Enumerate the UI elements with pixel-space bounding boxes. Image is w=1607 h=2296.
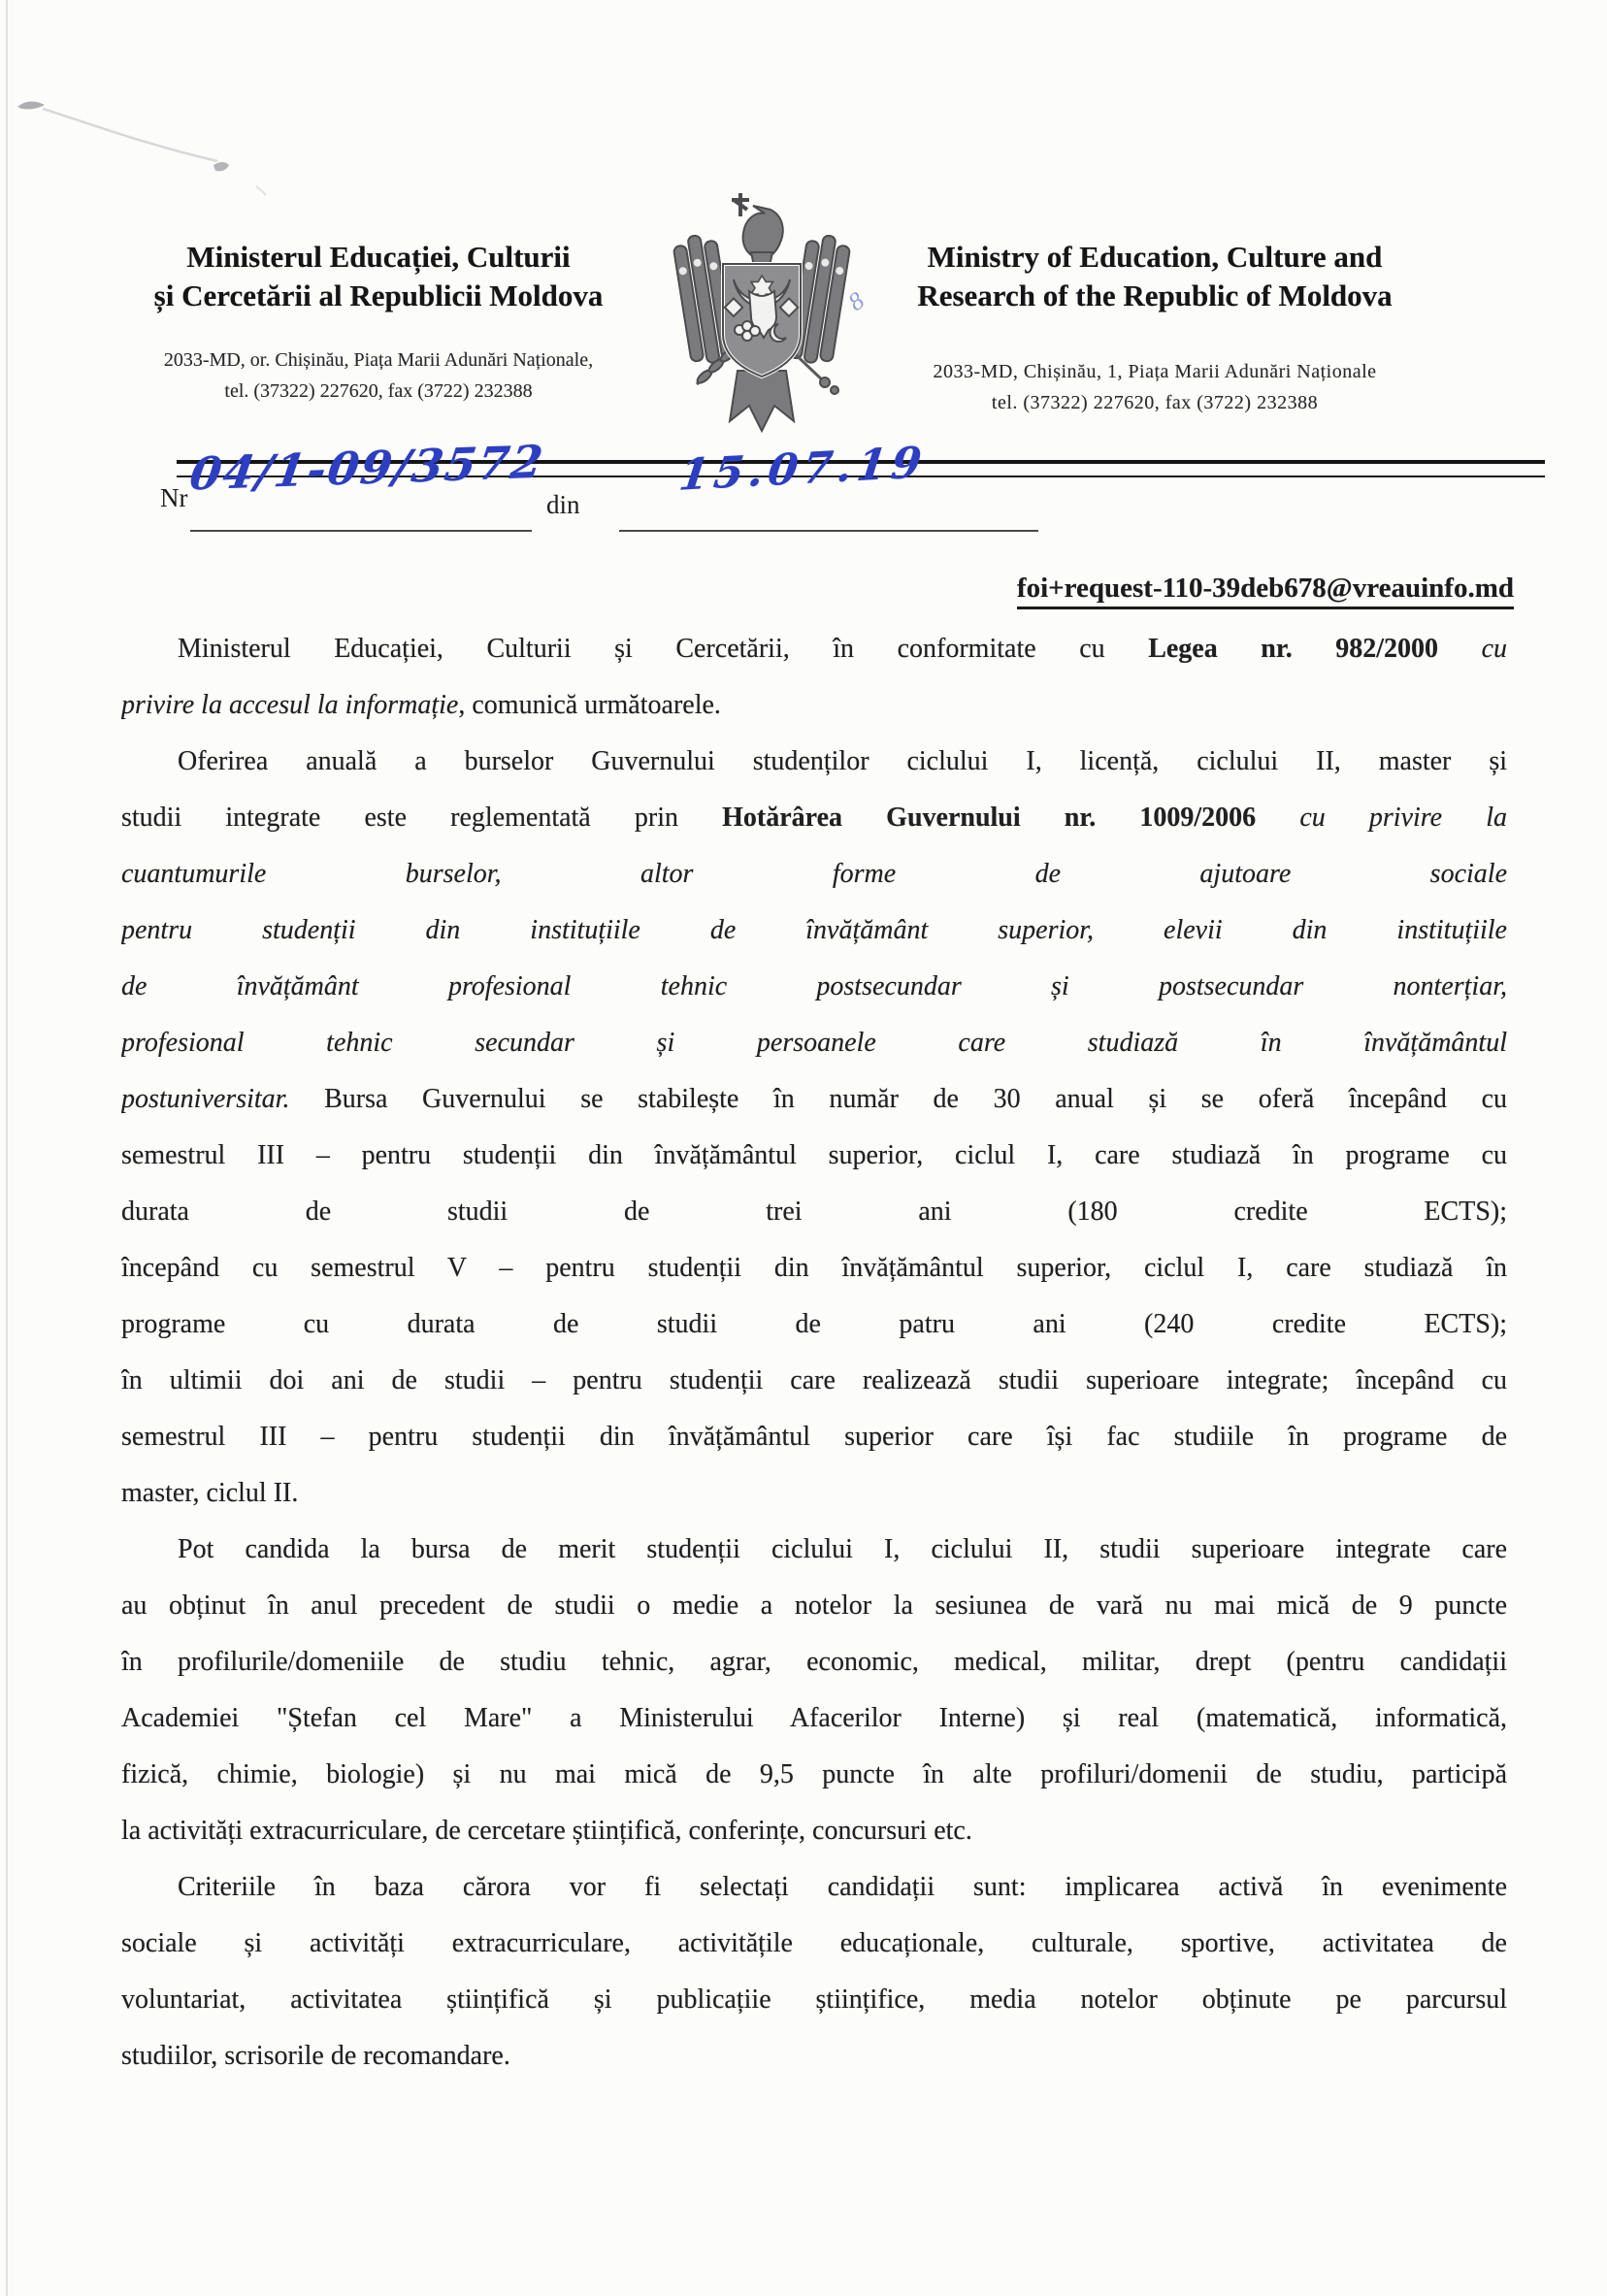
- header-left: [107, 238, 650, 407]
- body-line: Criteriile în baza cărora vor fi selectați candidații sunt: implicarea activă în evenimente: [178, 1872, 1507, 1902]
- body-line: Ministerul Educației, Culturii și Cercetării, în conformitate cu Legea nr. 982/2000 cu: [178, 634, 1507, 664]
- body-line: profesional tehnic secundar și persoanele care studiază în învățământul: [121, 1028, 1507, 1058]
- letter-body: [121, 621, 1507, 2084]
- ministry-title-en-line2: Research of the Republic of Moldova: [917, 279, 1393, 312]
- body-line: durata de studii de trei ani (180 credite ECTS);: [121, 1197, 1507, 1227]
- address-en-line2: tel. (37322) 227620, fax (3722) 232388: [991, 392, 1319, 413]
- moldova-coat-of-arms-icon: [670, 190, 854, 444]
- address-ro-line2: tel. (37322) 227620, fax (3722) 232388: [224, 380, 533, 402]
- body-line: programe cu durata de studii de patru ani (240 credite ECTS);: [121, 1309, 1507, 1339]
- ministry-title-ro: [107, 238, 650, 315]
- body-line: master, ciclul II.: [121, 1478, 299, 1508]
- recipient-email: foi+request-110-39deb678@vreauinfo.md: [1017, 573, 1514, 609]
- body-line: postuniversitar. Bursa Guvernului se stabilește în număr de 30 anual și se oferă începând cu: [121, 1084, 1507, 1114]
- body-line: începând cu semestrul V – pentru studenții din învățământul superior, ciclul I, care studiază în: [121, 1253, 1507, 1283]
- body-line: cuantumurile burselor, altor forme de ajutoare sociale: [121, 859, 1507, 889]
- body-line: pentru studenții din instituțiile de învățământ superior, elevii din instituțiile: [121, 915, 1507, 945]
- reference-number-handwritten: 04/1-09/3572: [186, 435, 548, 501]
- body-line: în profilurile/domeniile de studiu tehnic, agrar, economic, medical, militar, drept (pentru candidații: [121, 1647, 1507, 1677]
- reference-number-underline: [190, 530, 532, 532]
- reference-nr-label: Nr: [160, 483, 188, 512]
- body-line: studii integrate este reglementată prin Hotărârea Guvernului nr. 1009/2006 cu privire la: [121, 803, 1507, 833]
- ministry-title-ro-line2: și Cercetării al Republicii Moldova: [153, 279, 604, 312]
- body-line: studiilor, scrisorile de recomandare.: [121, 2041, 510, 2071]
- address-en-line1: 2033-MD, Chișinău, 1, Piața Marii Adunări Naționale: [933, 361, 1377, 382]
- body-line: fizică, chimie, biologie) și nu mai mică de 9,5 puncte în alte profiluri/domenii de studiu, participă: [121, 1759, 1507, 1789]
- body-line: sociale și activități extracurriculare, activitățile educaționale, culturale, sportive, activitatea de: [121, 1928, 1507, 1958]
- body-line: la activități extracurriculare, de cercetare științifică, conferințe, concursuri etc.: [121, 1816, 972, 1846]
- ministry-address-ro: [107, 344, 650, 407]
- body-line: în ultimii doi ani de studii – pentru studenții care realizează studii superioare integrate; începând cu: [121, 1365, 1507, 1395]
- ministry-address-en: [878, 356, 1431, 418]
- ministry-title-ro-line1: Ministerul Educației, Culturii: [186, 240, 571, 274]
- scan-smudge: [14, 85, 266, 202]
- body-line: Academiei "Ștefan cel Mare" a Ministerului Afacerilor Interne) și real (matematică, informatică,: [121, 1703, 1507, 1733]
- ministry-title-en: [878, 238, 1431, 315]
- body-line: semestrul III – pentru studenții din învățământul superior, ciclul I, care studiază în programe cu: [121, 1140, 1507, 1170]
- body-line: Pot candida la bursa de merit studenții ciclului I, ciclului II, studii superioare integrate care: [178, 1534, 1507, 1564]
- body-line: Oferirea anuală a burselor Guvernului studenților ciclului I, licență, ciclului II, master și: [178, 746, 1507, 776]
- body-line: privire la accesul la informație, comunică următoarele.: [121, 690, 721, 720]
- body-line: voluntariat, activitatea științifică și publicațiie științifice, media notelor obținute pe parcursul: [121, 1984, 1507, 2015]
- body-line: au obținut în anul precedent de studii o medie a notelor la sesiunea de vară nu mai mică de 9 puncte: [121, 1591, 1507, 1621]
- ministry-title-en-line1: Ministry of Education, Culture and: [927, 240, 1383, 274]
- body-line: de învățământ profesional tehnic postsecundar și postsecundar nonterțiar,: [121, 971, 1507, 1001]
- body-line: semestrul III – pentru studenții din învățământul superior care își fac studiile în programe de: [121, 1422, 1507, 1452]
- scan-edge-shadow: [6, 0, 8, 2296]
- reference-din-label: din: [546, 490, 580, 519]
- header-right: [878, 238, 1431, 418]
- reference-date-underline: [619, 530, 1038, 532]
- address-ro-line1: 2033-MD, or. Chișinău, Piața Marii Adunări Naționale,: [163, 349, 594, 371]
- ink-smudge: 8: [842, 285, 869, 317]
- reference-date-handwritten: 15.07.19: [676, 438, 930, 501]
